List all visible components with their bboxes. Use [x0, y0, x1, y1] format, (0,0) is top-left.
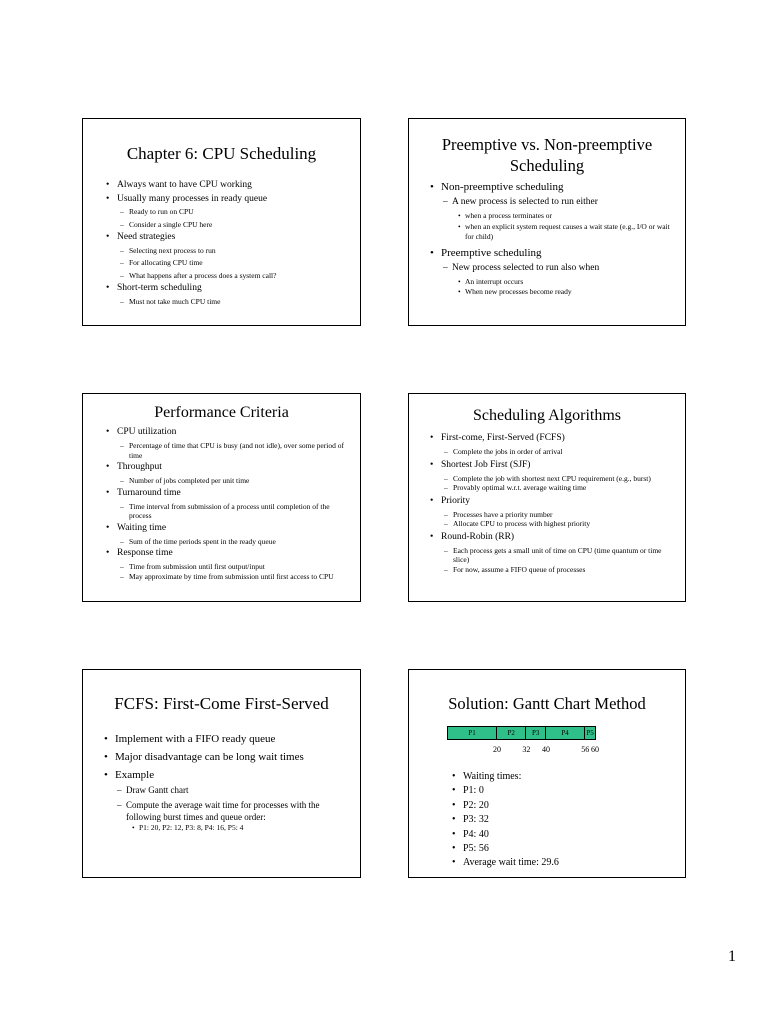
- bullet-item: [427, 459, 673, 493]
- bullet-item: [103, 547, 348, 581]
- slide-title: Performance Criteria: [154, 404, 289, 421]
- bullet-text: Round-Robin (RR): [441, 531, 515, 542]
- sub-bullet-list: [444, 546, 673, 575]
- gantt-cell-p5: P5: [586, 729, 594, 737]
- slide-title: Solution: Gantt Chart Method: [448, 694, 646, 713]
- bullet-text: CPU utilization: [117, 427, 177, 437]
- gantt-tick-label: 20: [493, 745, 501, 754]
- slide-gantt-solution: [408, 669, 686, 878]
- gantt-tick-label: 60: [591, 745, 599, 754]
- bullet-text: Preemptive scheduling: [441, 246, 542, 259]
- slide-fcfs: [82, 669, 361, 878]
- bullet-text: Need strategies: [117, 232, 176, 242]
- sub-bullet-text: New process selected to run also when: [452, 262, 600, 273]
- slide-body: [427, 432, 673, 576]
- bullet-item: [427, 495, 673, 529]
- bullet-item: [103, 193, 348, 232]
- bullet-item: [427, 246, 677, 301]
- bullet-text: Throughput: [117, 462, 162, 472]
- sub-bullet-item: – Complete the jobs in order of arrival: [444, 447, 673, 457]
- slide-body: [103, 179, 348, 308]
- bullet-item: [103, 426, 348, 460]
- sub-bullet-list: [120, 502, 348, 521]
- bullet-item: [103, 461, 348, 486]
- bullet-text: Short-term scheduling: [117, 283, 202, 293]
- sub-bullet-list: [120, 296, 348, 309]
- bullet-text: Implement with a FIFO ready queue: [115, 733, 276, 745]
- gantt-tick-label: 32: [522, 745, 531, 754]
- bullet-item: [449, 856, 673, 870]
- bullet-item: [449, 799, 673, 813]
- slide-title: Chapter 6: CPU Scheduling: [126, 144, 317, 163]
- bullet-list: [449, 770, 673, 871]
- sub-bullet-item: [117, 799, 348, 833]
- sub-bullet-list: [120, 441, 348, 460]
- bullet-text: P4: 40: [463, 828, 489, 840]
- bullet-text: Waiting time: [117, 522, 167, 533]
- slide-body: [101, 730, 348, 836]
- gantt-cell-p2: P2: [497, 727, 526, 739]
- sub-bullet-list: [120, 562, 348, 581]
- sub-bullet-list: [120, 476, 348, 486]
- sub-sub-bullet-list: [131, 823, 348, 833]
- slide-performance-criteria: [82, 393, 361, 602]
- sub-bullet-item: [117, 784, 348, 796]
- sub-bullet-item: – What happens after a process does a system call?: [120, 270, 348, 283]
- sub-sub-bullet-item: • when an explicit system request causes a wait state (e.g., I/O or wait for child): [457, 222, 677, 243]
- sub-bullet-item: – Time interval from submission of a process until completion of the process: [120, 502, 348, 521]
- bullet-item: [427, 531, 673, 575]
- sub-bullet-item: – Processes have a priority number: [444, 510, 673, 520]
- sub-bullet-item: – For allocating CPU time: [120, 257, 348, 270]
- bullet-text: Priority: [441, 495, 471, 506]
- sub-bullet-item: – Number of jobs completed per unit time: [120, 476, 348, 486]
- sub-bullet-text: A new process is selected to run either: [452, 197, 598, 207]
- sub-bullet-item: – For now, assume a FIFO queue of processes: [444, 565, 673, 575]
- sub-bullet-list: [443, 261, 677, 301]
- bullet-text: P2: 20: [463, 799, 489, 811]
- bullet-list: [103, 426, 348, 581]
- bullet-text: Non-preemptive scheduling: [441, 181, 564, 193]
- sub-sub-bullet-list: [457, 275, 677, 301]
- sub-bullet-list: [120, 245, 348, 283]
- bullet-text: P5: 56: [463, 843, 489, 855]
- bullet-item: [101, 748, 348, 766]
- bullet-text: Turnaround time: [117, 487, 181, 498]
- sub-bullet-list: [120, 537, 348, 547]
- sub-bullet-list: [443, 195, 677, 246]
- bullet-text: Waiting times:: [463, 771, 522, 782]
- sub-bullet-item: [443, 261, 677, 301]
- sub-bullet-item: – Consider a single CPU here: [120, 219, 348, 232]
- sub-sub-bullet-item: • An interrupt occurs: [457, 277, 677, 288]
- sub-bullet-text: Compute the average wait time for processes with the following burst times and queue order:: [126, 800, 320, 822]
- sub-bullet-list: [120, 206, 348, 231]
- sub-bullet-item: – May approximate by time from submission until first access to CPU: [120, 572, 348, 582]
- bullet-list: [103, 179, 348, 308]
- bullet-list: [101, 730, 348, 833]
- bullet-item: [427, 180, 677, 246]
- sub-bullet-list: [444, 447, 673, 457]
- sub-bullet-item: [443, 195, 677, 246]
- bullet-text: Response time: [117, 548, 173, 558]
- sub-bullet-item: – Provably optimal w.r.t. average waiting time: [444, 483, 673, 493]
- slide-body: [103, 426, 348, 582]
- gantt-cell-p4: P4: [546, 727, 585, 739]
- slide-title: Preemptive vs. Non-preemptive Scheduling: [441, 135, 653, 175]
- bullet-item: [101, 730, 348, 748]
- gantt-chart: [447, 726, 596, 740]
- bullet-text: P3: 32: [463, 814, 489, 826]
- bullet-item: [103, 231, 348, 282]
- sub-bullet-item: – Sum of the time periods spent in the ready queue: [120, 537, 348, 547]
- slide-body: [449, 770, 673, 871]
- sub-bullet-item: – Ready to run on CPU: [120, 206, 348, 219]
- bullet-text: Always want to have CPU working: [117, 180, 252, 190]
- sub-bullet-item: – Allocate CPU to process with highest priority: [444, 519, 673, 529]
- sub-bullet-list: [444, 510, 673, 529]
- bullet-list: [427, 180, 677, 301]
- gantt-cell-p1: P1: [448, 727, 497, 739]
- bullet-text: Major disadvantage can be long wait times: [115, 751, 304, 763]
- bullet-item: [449, 770, 673, 784]
- slide-preemptive: [408, 118, 686, 326]
- sub-bullet-item: – Selecting next process to run: [120, 245, 348, 258]
- slide-title: Scheduling Algorithms: [473, 407, 621, 424]
- bullet-item: [103, 522, 348, 547]
- sub-bullet-item: – Each process gets a small unit of time on CPU (time quantum or time slice): [444, 546, 673, 565]
- sub-sub-bullet-item: • when a process terminates or: [457, 211, 677, 222]
- bullet-text: First-come, First-Served (FCFS): [441, 433, 565, 443]
- bullet-text: P1: 0: [463, 785, 484, 797]
- slide-cpu-scheduling: [82, 118, 361, 326]
- slide-scheduling-algorithms: [408, 393, 686, 602]
- page-number: 1: [728, 948, 736, 965]
- gantt-tick-label: 40: [542, 745, 550, 754]
- bullet-item: [427, 432, 673, 457]
- bullet-text: Example: [115, 769, 155, 781]
- bullet-item: [449, 828, 673, 842]
- gantt-cell-p3: P3: [526, 727, 546, 739]
- sub-bullet-item: – Time from submission until first output/input: [120, 562, 348, 572]
- gantt-tick-label: 56: [581, 745, 590, 754]
- sub-sub-bullet-item: • When new processes become ready: [457, 287, 677, 298]
- sub-bullet-list: [117, 784, 348, 833]
- sub-bullet-list: [444, 474, 673, 493]
- sub-bullet-item: – Must not take much CPU time: [120, 296, 348, 309]
- sub-bullet-item: – Complete the job with shortest next CPU requirement (e.g., burst): [444, 474, 673, 484]
- bullet-item: [101, 766, 348, 833]
- bullet-list: [427, 432, 673, 574]
- bullet-text: Usually many processes in ready queue: [117, 193, 268, 204]
- sub-sub-bullet-item: • P1: 20, P2: 12, P3: 8, P4: 16, P5: 4: [131, 823, 348, 833]
- slide-body: [427, 180, 677, 301]
- slide-title: FCFS: First-Come First-Served: [114, 694, 329, 713]
- sub-sub-bullet-list: [457, 209, 677, 246]
- sub-bullet-text: Draw Gantt chart: [126, 785, 189, 795]
- bullet-item: [449, 842, 673, 856]
- sub-bullet-item: – Percentage of time that CPU is busy (and not idle), over some period of time: [120, 441, 348, 460]
- bullet-item: [103, 487, 348, 521]
- bullet-text: Average wait time: 29.6: [463, 857, 559, 869]
- bullet-item: [103, 179, 348, 193]
- bullet-item: [449, 813, 673, 827]
- bullet-item: [103, 282, 348, 308]
- bullet-item: [449, 784, 673, 798]
- bullet-text: Shortest Job First (SJF): [441, 459, 531, 470]
